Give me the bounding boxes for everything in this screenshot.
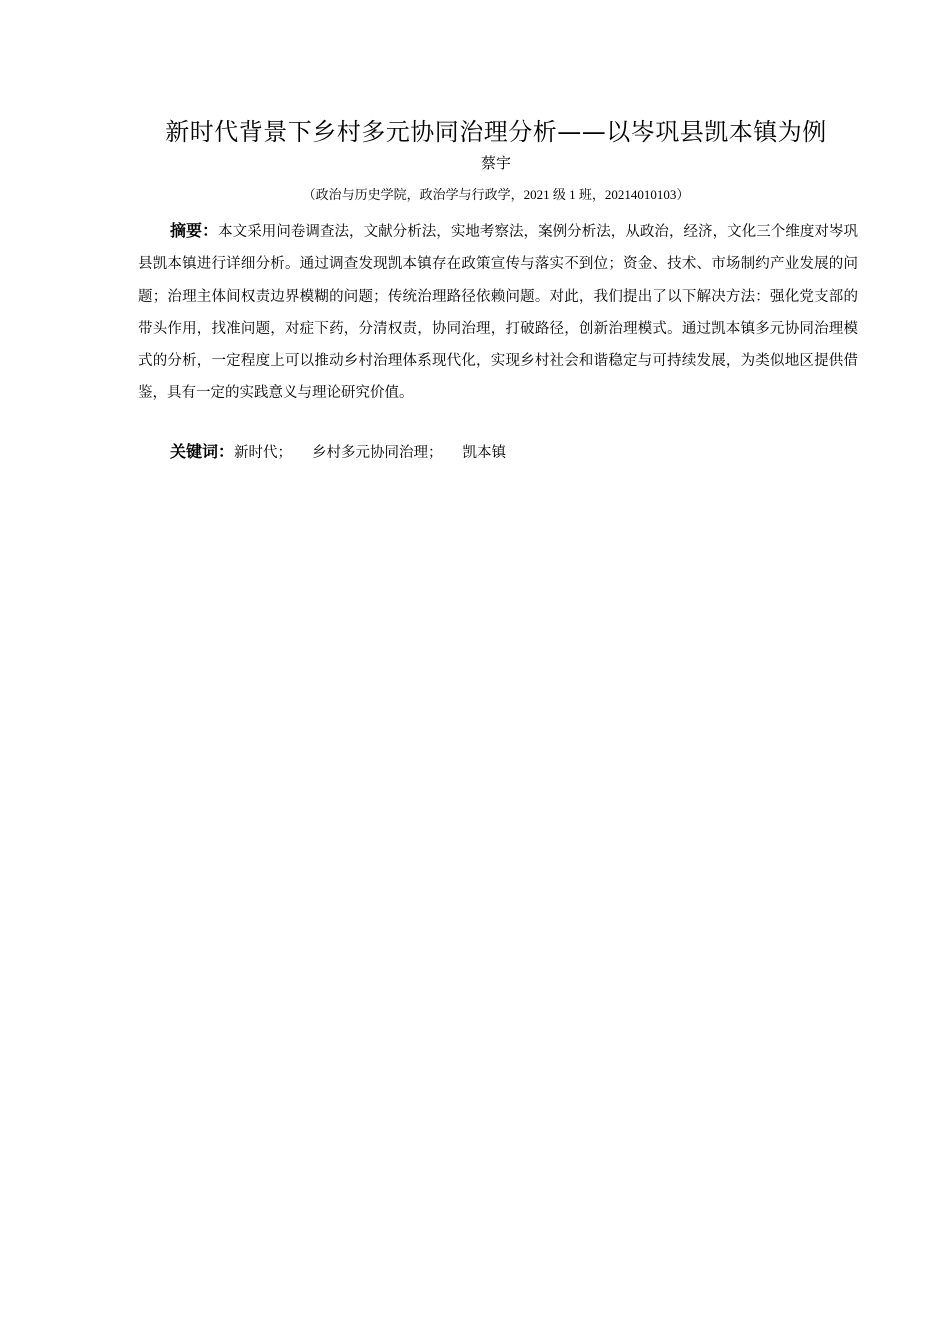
keyword-item: 凯本镇 — [462, 445, 507, 461]
keyword-item: 乡村多元协同治理； — [312, 445, 443, 461]
keywords-label: 关键词： — [170, 442, 235, 461]
abstract-text: 本文采用问卷调查法，文献分析法，实地考察法，案例分析法，从政治，经济，文化三个维度对岑巩县凯本镇进行详细分析。通过调查发现凯本镇存在政策宣传与落实不到位；资金、技术、市场制约产业发展的问题；治理主体间权责边界模糊的问题；传统治理路径依赖问题。对此，我们提出了以下解决方法：强化党支部的带头作用，找准问题，对症下药，分清权责，协同治理，打破路径，创新治理模式。通过凯本镇多元协同治理模式的分析，一定程度上可以推动乡村治理体系现代化，实现乡村社会和谐稳定与可持续发展，为类似地区提供借鉴，具有一定的实践意义与理论研究价值。 — [138, 224, 858, 402]
keyword-item: 新时代； — [234, 445, 293, 461]
paper-title: 新时代背景下乡村多元协同治理分析——以岑巩县凯本镇为例 — [165, 118, 827, 146]
abstract-paragraph — [138, 215, 858, 410]
abstract-label: 摘要： — [170, 221, 219, 240]
paper-author: 蔡宇 — [480, 154, 511, 172]
keywords-line — [170, 437, 860, 468]
author-affiliation: （政治与历史学院，政治学与行政学，2021 级 1 班，20214010103） — [302, 187, 690, 202]
